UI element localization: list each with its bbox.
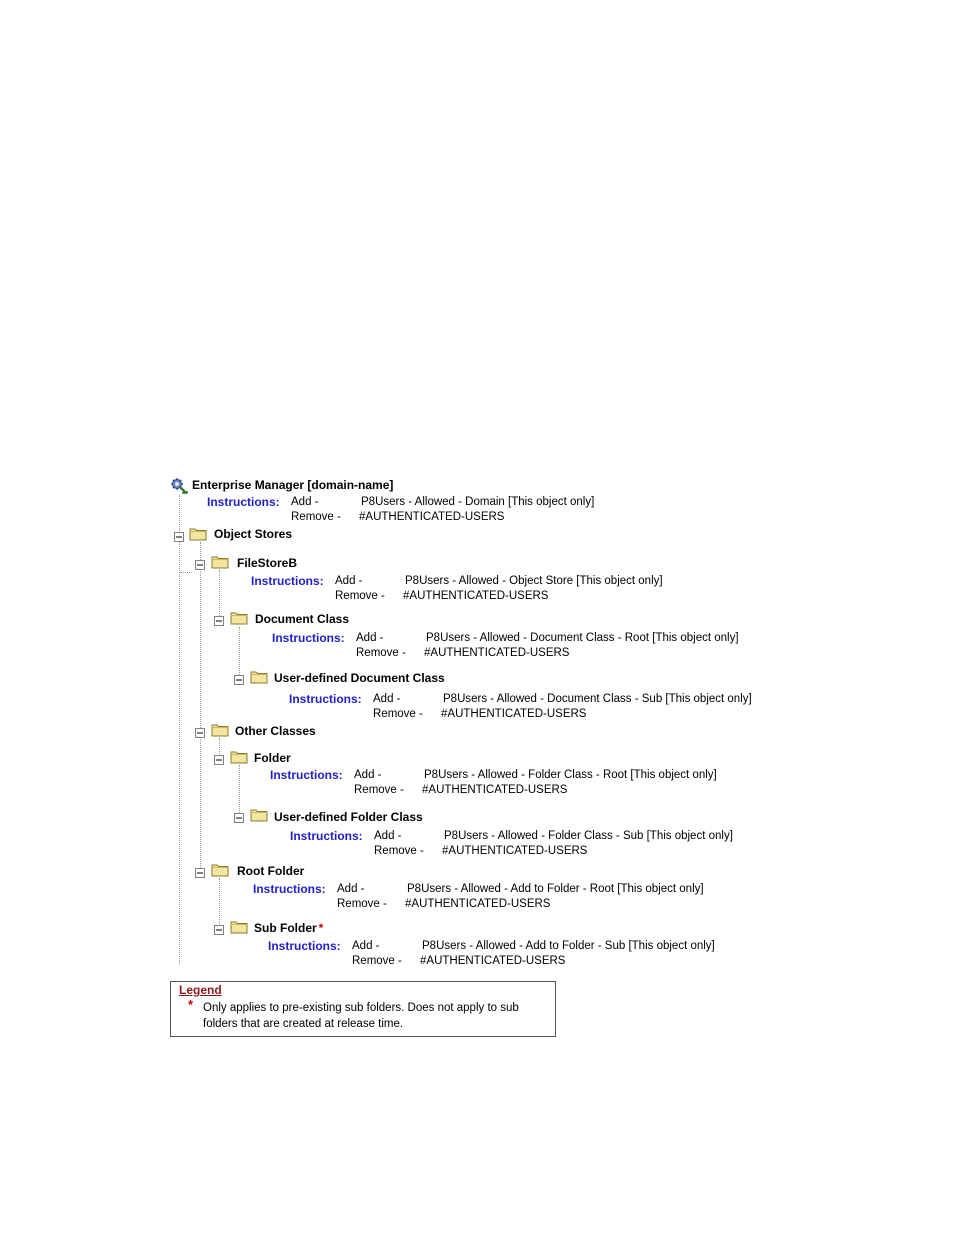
collapse-toggle-icon[interactable]	[174, 529, 184, 547]
remove-label: Remove -	[356, 647, 406, 659]
instructions-label: Instructions:	[253, 882, 326, 896]
collapse-toggle-icon[interactable]	[234, 810, 244, 828]
remove-label: Remove -	[373, 708, 423, 720]
collapse-toggle-icon[interactable]	[195, 725, 205, 743]
folder-icon	[250, 807, 268, 827]
tree-line	[200, 542, 201, 872]
remove-value: #AUTHENTICATED-USERS	[359, 511, 505, 523]
add-label: Add -	[335, 575, 363, 587]
enterprise-manager-icon	[170, 477, 188, 500]
remove-label: Remove -	[352, 955, 402, 967]
remove-label: Remove -	[354, 784, 404, 796]
remove-label: Remove -	[337, 898, 387, 910]
folder-icon	[250, 669, 268, 689]
instructions-label: Instructions:	[251, 574, 324, 588]
add-label: Add -	[337, 883, 365, 895]
node-root-folder[interactable]: Root Folder	[237, 864, 305, 878]
add-label: Add -	[374, 830, 402, 842]
add-label: Add -	[356, 632, 384, 644]
node-enterprise-manager[interactable]: Enterprise Manager [domain-name]	[192, 478, 394, 492]
add-value: P8Users - Allowed - Document Class - Root [This object only]	[426, 632, 739, 644]
instructions-label: Instructions:	[290, 829, 363, 843]
legend-marker: *	[188, 997, 194, 1012]
collapse-toggle-icon[interactable]	[214, 613, 224, 631]
add-label: Add -	[354, 769, 382, 781]
node-other-classes[interactable]: Other Classes	[235, 724, 316, 738]
folder-icon	[211, 722, 229, 742]
remove-value: #AUTHENTICATED-USERS	[424, 647, 570, 659]
node-sub-folder[interactable]	[254, 921, 323, 935]
add-value: P8Users - Allowed - Add to Folder - Sub [This object only]	[422, 940, 715, 952]
instructions-label: Instructions:	[207, 495, 280, 509]
remove-label: Remove -	[374, 845, 424, 857]
node-sub-folder-label: Sub Folder	[254, 921, 317, 935]
folder-icon	[230, 919, 248, 939]
tree-line	[180, 572, 192, 573]
instructions-label: Instructions:	[289, 692, 362, 706]
instructions-label: Instructions:	[270, 768, 343, 782]
tree-line	[179, 495, 180, 965]
legend-title: Legend	[179, 983, 222, 997]
collapse-toggle-icon[interactable]	[214, 922, 224, 940]
remove-value: #AUTHENTICATED-USERS	[441, 708, 587, 720]
collapse-toggle-icon[interactable]	[214, 752, 224, 770]
add-value: P8Users - Allowed - Folder Class - Root [This object only]	[424, 769, 717, 781]
node-object-stores[interactable]: Object Stores	[214, 527, 293, 541]
add-value: P8Users - Allowed - Domain [This object only]	[361, 496, 595, 508]
collapse-toggle-icon[interactable]	[195, 557, 205, 575]
remove-value: #AUTHENTICATED-USERS	[403, 590, 549, 602]
node-filestore[interactable]: FileStoreB	[237, 556, 298, 570]
instructions-label: Instructions:	[268, 939, 341, 953]
remove-label: Remove -	[291, 511, 341, 523]
folder-icon	[230, 610, 248, 630]
node-user-defined-document-class[interactable]: User-defined Document Class	[274, 671, 445, 685]
footnote-marker: *	[318, 921, 324, 935]
folder-icon	[211, 862, 229, 882]
add-value: P8Users - Allowed - Add to Folder - Root [This object only]	[407, 883, 704, 895]
node-folder[interactable]: Folder	[254, 751, 291, 765]
remove-value: #AUTHENTICATED-USERS	[442, 845, 588, 857]
folder-icon	[211, 554, 229, 574]
remove-value: #AUTHENTICATED-USERS	[420, 955, 566, 967]
folder-icon	[189, 526, 207, 546]
collapse-toggle-icon[interactable]	[195, 865, 205, 883]
instructions-label: Instructions:	[272, 631, 345, 645]
node-document-class[interactable]: Document Class	[255, 612, 350, 626]
remove-value: #AUTHENTICATED-USERS	[405, 898, 551, 910]
remove-value: #AUTHENTICATED-USERS	[422, 784, 568, 796]
add-label: Add -	[291, 496, 319, 508]
remove-label: Remove -	[335, 590, 385, 602]
node-user-defined-folder-class[interactable]: User-defined Folder Class	[274, 810, 423, 824]
legend-box	[170, 981, 556, 1037]
folder-icon	[230, 749, 248, 769]
add-label: Add -	[373, 693, 401, 705]
legend-note: Only applies to pre-existing sub folders. Does not apply to sub folders that are created at release time.	[203, 1002, 519, 1030]
tree-line	[219, 878, 220, 928]
add-value: P8Users - Allowed - Document Class - Sub [This object only]	[443, 693, 752, 705]
add-label: Add -	[352, 940, 380, 952]
add-value: P8Users - Allowed - Folder Class - Sub [This object only]	[444, 830, 733, 842]
collapse-toggle-icon[interactable]	[234, 672, 244, 690]
add-value: P8Users - Allowed - Object Store [This object only]	[405, 575, 663, 587]
